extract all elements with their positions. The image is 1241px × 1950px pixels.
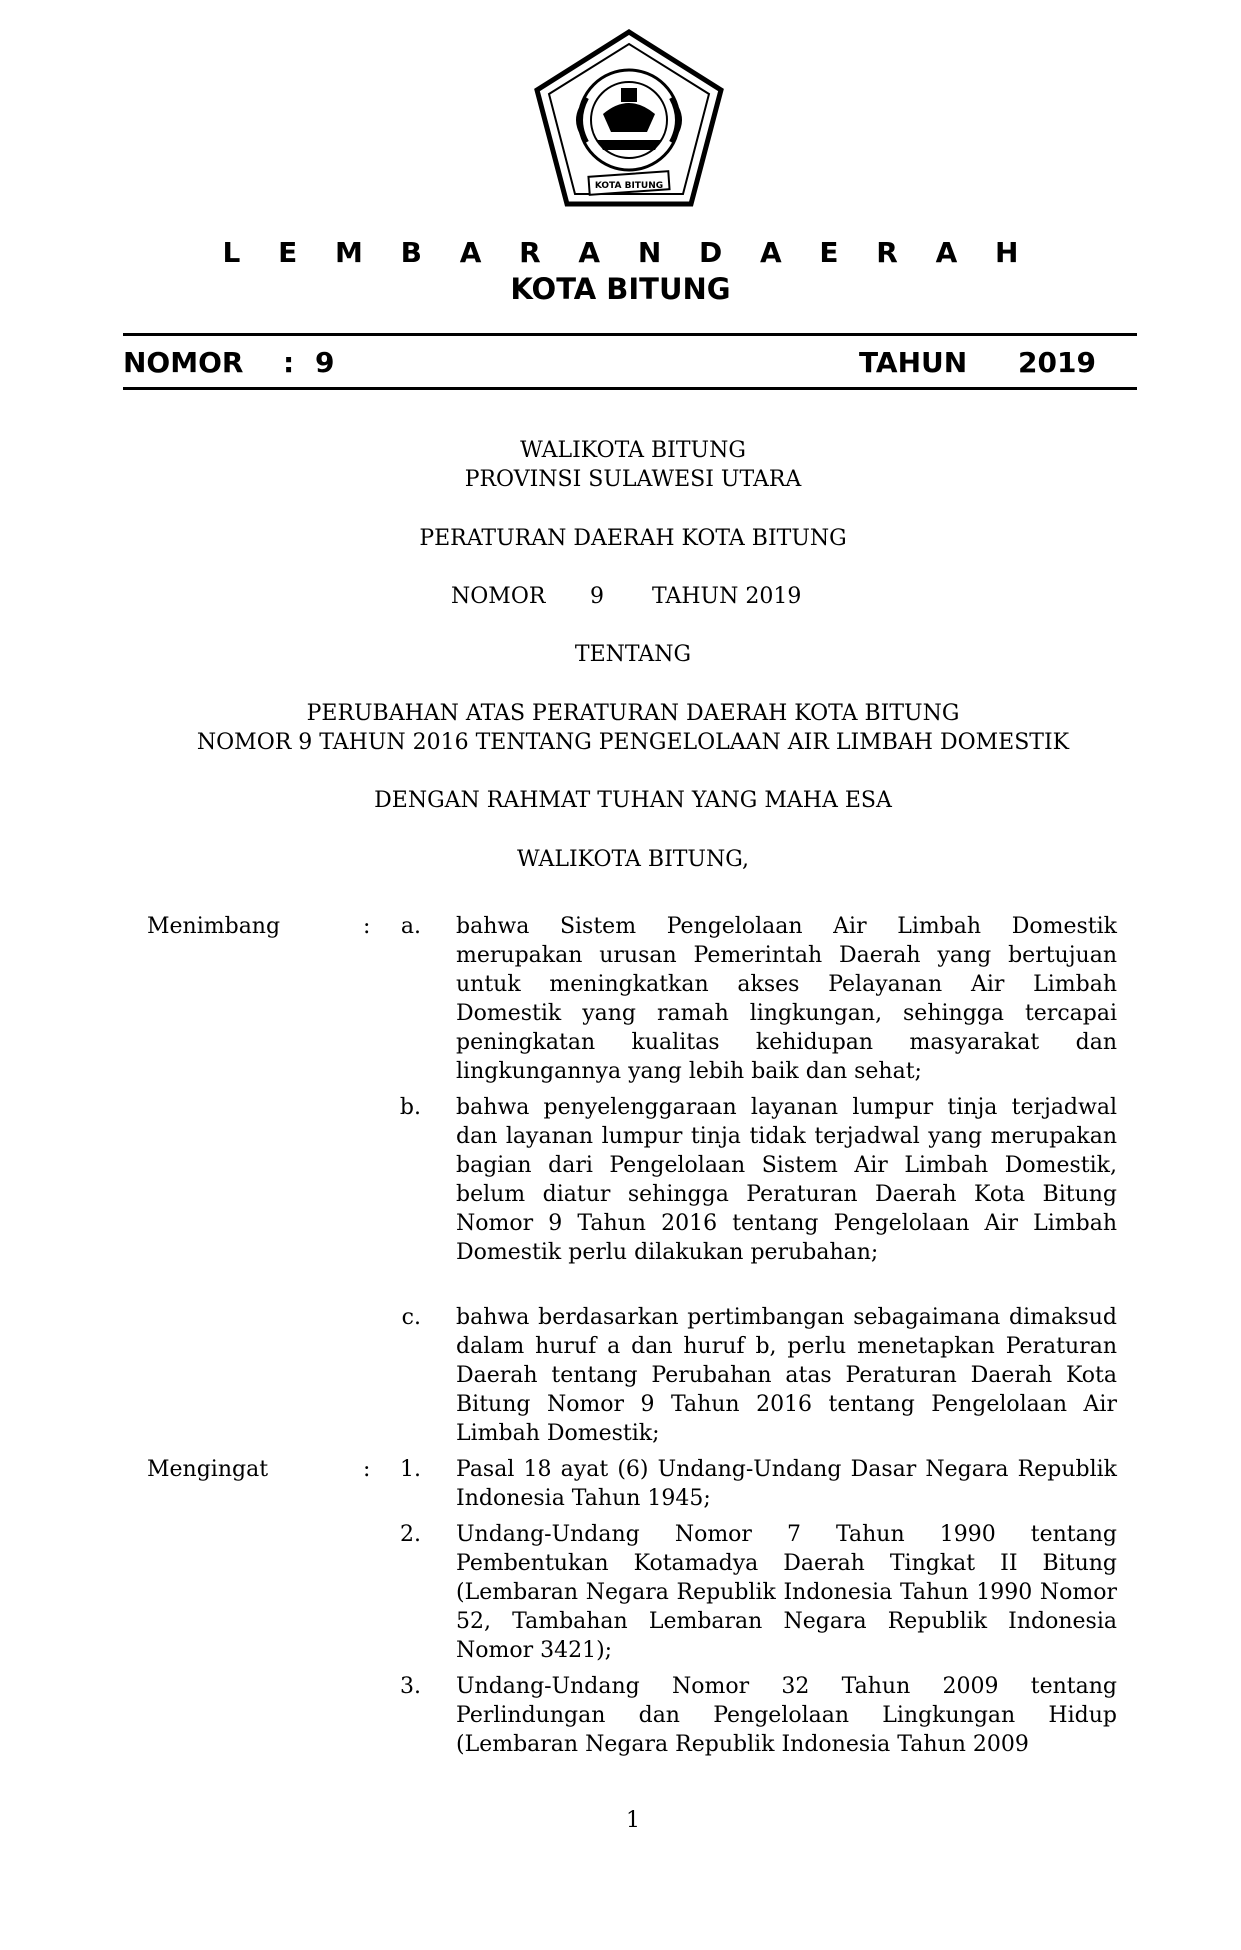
mengingat-mark-3: 3.	[400, 1674, 421, 1699]
top-rule	[123, 333, 1137, 336]
document-subtitle: KOTA BITUNG	[510, 272, 731, 306]
perda-heading: PERATURAN DAERAH KOTA BITUNG	[419, 526, 847, 551]
nomor-tahun-row	[123, 346, 1137, 382]
mengingat-mark-2: 2.	[400, 1522, 421, 1547]
provinsi-heading: PROVINSI SULAWESI UTARA	[464, 467, 802, 492]
perda-nomor-value: 9	[590, 584, 604, 609]
nomor-label: NOMOR	[123, 346, 244, 379]
tahun-value: 2019	[1018, 346, 1096, 379]
menimbang-item-b: bahwa penyelenggaraan layanan lumpur tinja terjadwal dan layanan lumpur tinja tidak terjadwal yang merupakan bagian dari Pengelolaan Sistem Air Limbah Domestik, belum diatur sehingga Peraturan Daerah Kota Bitung Nomor 9 Tahun 2016 tentang Pengelolaan Air Limbah Domestik perlu dilakukan perubahan;	[456, 1095, 1117, 1265]
menimbang-item-a: bahwa Sistem Pengelolaan Air Limbah Domestik merupakan urusan Pemerintah Daerah yang bertujuan untuk meningkatkan akses Pelayanan Air Limbah Domestik yang ramah lingkungan, sehingga tercapai peningkatan kualitas kehidupan masyarakat dan lingkungannya yang lebih baik dan sehat;	[456, 914, 1117, 1084]
walikota-signoff: WALIKOTA BITUNG,	[516, 847, 750, 872]
perda-nomor-label: NOMOR	[451, 584, 546, 609]
page-number: 1	[626, 1808, 640, 1833]
menimbang-mark-c: c.	[401, 1305, 421, 1330]
subject-line-1: PERUBAHAN ATAS PERATURAN DAERAH KOTA BITUNG	[306, 701, 960, 726]
document-title: L E M B A R A N D A E R A H	[222, 236, 1033, 269]
rahmat-heading: DENGAN RAHMAT TUHAN YANG MAHA ESA	[374, 788, 892, 813]
mengingat-item-2: Undang-Undang Nomor 7 Tahun 1990 tentang Pembentukan Kotamadya Daerah Tingkat II Bitung (Lembaran Negara Republik Indonesia Tahun 1990 Nomor 52, Tambahan Lembaran Negara Republik Indonesia Nomor 3421);	[456, 1522, 1117, 1663]
nomor-colon: :	[283, 346, 295, 379]
mengingat-item-1: Pasal 18 ayat (6) Undang-Undang Dasar Negara Republik Indonesia Tahun 1945;	[456, 1457, 1117, 1511]
bottom-rule	[123, 387, 1137, 390]
nomor-value: 9	[315, 346, 335, 379]
mengingat-label: Mengingat	[147, 1457, 269, 1482]
kota-bitung-emblem	[531, 28, 727, 212]
menimbang-label: Menimbang	[147, 914, 281, 939]
menimbang-mark-a: a.	[400, 914, 421, 939]
menimbang-mark-b: b.	[399, 1095, 421, 1120]
mengingat-item-3: Undang-Undang Nomor 32 Tahun 2009 tentang Perlindungan dan Pengelolaan Lingkungan Hidup (Lembaran Negara Republik Indonesia Tahun 2009	[456, 1674, 1117, 1757]
menimbang-colon: :	[363, 914, 371, 939]
tahun-label: TAHUN	[859, 346, 968, 379]
walikota-heading: WALIKOTA BITUNG	[520, 438, 746, 463]
mengingat-mark-1: 1.	[400, 1457, 421, 1482]
subject-line-2: NOMOR 9 TAHUN 2016 TENTANG PENGELOLAAN AIR LIMBAH DOMESTIK	[196, 730, 1070, 755]
emblem-text: KOTA BITUNG	[594, 181, 664, 191]
tentang-heading: TENTANG	[574, 642, 692, 667]
menimbang-item-c: bahwa berdasarkan pertimbangan sebagaimana dimaksud dalam huruf a dan huruf b, perlu menetapkan Peraturan Daerah tentang Perubahan atas Peraturan Daerah Kota Bitung Nomor 9 Tahun 2016 tentang Pengelolaan Air Limbah Domestik;	[456, 1305, 1117, 1446]
mengingat-colon: :	[363, 1457, 371, 1482]
perda-tahun: TAHUN 2019	[652, 584, 802, 609]
